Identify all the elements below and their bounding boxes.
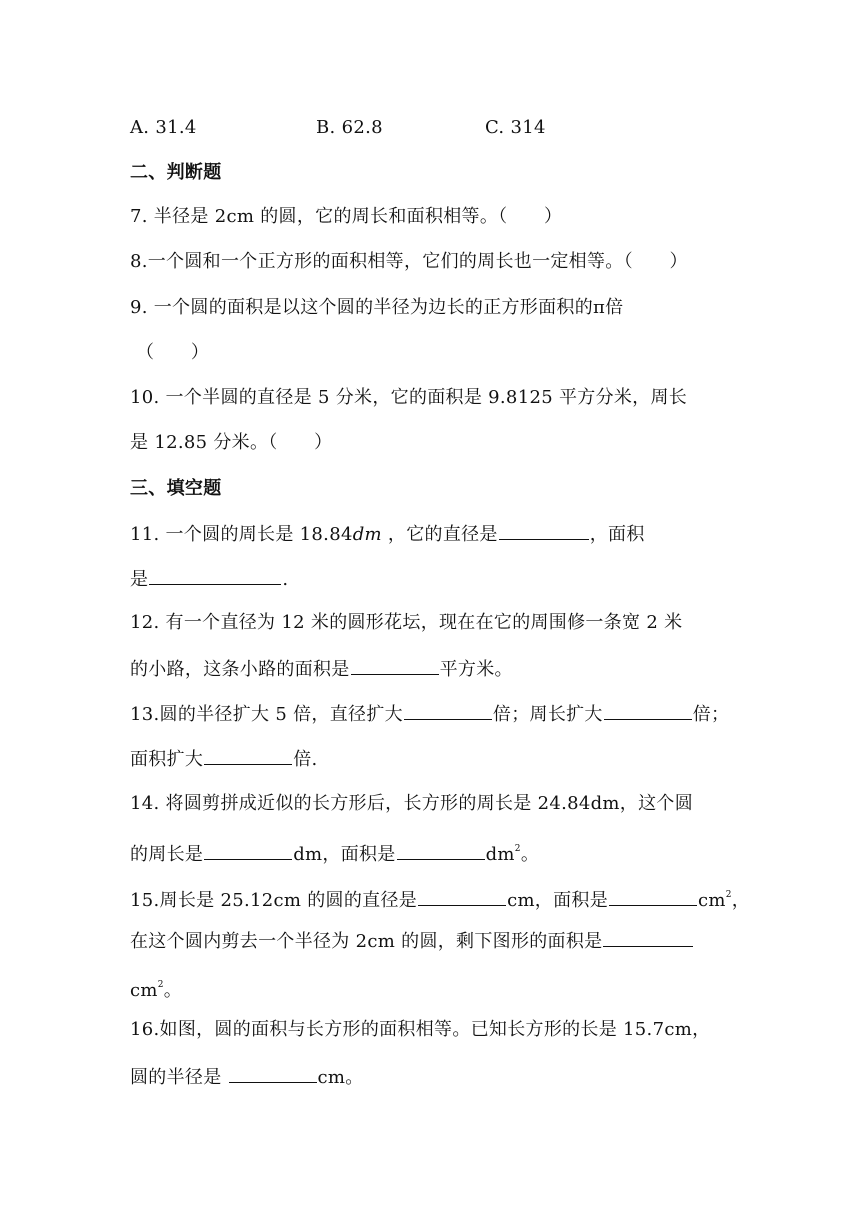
question-14-unit-2: dm: [485, 844, 515, 865]
question-15-unit: cm: [698, 890, 726, 911]
section-2-title: 二、判断题: [130, 162, 222, 183]
question-10-line-2: 是 12.85 分米。（ ）: [130, 432, 333, 453]
question-16-line2-pre: 圆的半径是: [130, 1067, 228, 1088]
question-9-line-1: 9. 一个圆的面积是以这个圆的半径为边长的正方形面积的π倍: [130, 297, 624, 318]
question-14-line2-pre: 的周长是: [130, 844, 204, 865]
answer-blank-14b[interactable]: [397, 841, 485, 860]
answer-blank-15a[interactable]: [418, 887, 506, 906]
answer-blank-13b[interactable]: [604, 701, 692, 720]
question-13-line-1: [130, 701, 729, 727]
question-12-line2-pre: 的小路，这条小路的面积是: [130, 659, 350, 680]
question-11-line-2: [130, 566, 288, 592]
question-8: 8.一个圆和一个正方形的面积相等，它们的周长也一定相等。（ ）: [130, 251, 688, 272]
option-b: B. 62.8: [316, 117, 383, 138]
question-13-pre: 13.圆的半径扩大 5 倍，直径扩大: [130, 704, 403, 725]
question-15-line3-end: 。: [163, 980, 183, 1001]
question-15-end: ，: [731, 890, 751, 911]
question-9-line-2: （ ）: [136, 342, 210, 363]
question-15-line-1: [130, 883, 750, 913]
question-11-text-mid: ，它的直径是: [381, 524, 498, 545]
question-13-line2-end: 倍.: [293, 749, 318, 770]
question-11-line-1: [130, 521, 645, 547]
question-10-line-1: 10. 一个半圆的直径是 5 分米，它的面积是 9.8125 平方分米，周长: [130, 387, 688, 408]
question-15-mid: cm，面积是: [507, 890, 609, 911]
question-16-line2-end: cm。: [317, 1067, 364, 1088]
question-12-line2-end: 平方米。: [439, 659, 513, 680]
answer-blank-14a[interactable]: [204, 841, 292, 860]
question-11-line2-end: .: [282, 569, 289, 590]
question-15-line2-text: 在这个圆内剪去一个半径为 2cm 的圆，剩下图形的面积是: [130, 931, 603, 952]
answer-blank-11b[interactable]: [149, 566, 281, 585]
question-12-line-2: [130, 656, 513, 682]
answer-blank-11a[interactable]: [499, 521, 589, 540]
question-11-math-number: 18.84: [299, 524, 353, 545]
question-11-line2-pre: 是: [130, 569, 149, 590]
question-12-line-1: 12. 有一个直径为 12 米的圆形花坛，现在在它的周围修一条宽 2 米: [130, 612, 683, 633]
question-14-line-1: 14. 将圆剪拼成近似的长方形后，长方形的周长是 24.84dm，这个圆: [130, 793, 693, 814]
question-14-line2-end: 。: [520, 844, 540, 865]
answer-blank-16[interactable]: [229, 1064, 317, 1083]
answer-blank-15c[interactable]: [603, 928, 693, 947]
question-15-pre: 15.周长是 25.12cm 的圆的直径是: [130, 890, 418, 911]
question-13-line2-pre: 面积扩大: [130, 749, 204, 770]
question-7: 7. 半径是 2cm 的圆，它的周长和面积相等。（ ）: [130, 206, 563, 227]
question-11-text-after: ，面积: [589, 524, 645, 545]
question-11-math: [300, 524, 382, 545]
answer-blank-13c[interactable]: [204, 746, 292, 765]
question-14-line-2: [130, 837, 539, 867]
question-11-math-unit: dm: [352, 524, 382, 545]
question-15-line-2: [130, 928, 694, 954]
answer-blank-12[interactable]: [351, 656, 439, 675]
question-13-line-2: [130, 746, 318, 772]
question-13-mid: 倍；周长扩大: [492, 704, 603, 725]
answer-blank-13a[interactable]: [404, 701, 492, 720]
question-11-text-pre: 11. 一个圆的周长是: [130, 524, 300, 545]
question-15-superscript: 2: [725, 890, 732, 900]
question-16-line-2: [130, 1064, 364, 1090]
question-16-line-1: 16.如图，圆的面积与长方形的面积相等。已知长方形的长是 15.7cm，: [130, 1019, 711, 1040]
question-13-end: 倍；: [692, 704, 730, 725]
option-a: A. 31.4: [130, 117, 197, 138]
section-3-title: 三、填空题: [130, 478, 222, 499]
question-15-line-3: [130, 973, 182, 1003]
question-15-line3-unit: cm: [130, 980, 158, 1001]
question-15-line3-superscript: 2: [157, 980, 164, 990]
question-14-superscript: 2: [514, 844, 521, 854]
question-14-unit-1: dm，面积是: [293, 844, 396, 865]
option-c: C. 314: [485, 117, 546, 138]
answer-blank-15b[interactable]: [609, 887, 697, 906]
